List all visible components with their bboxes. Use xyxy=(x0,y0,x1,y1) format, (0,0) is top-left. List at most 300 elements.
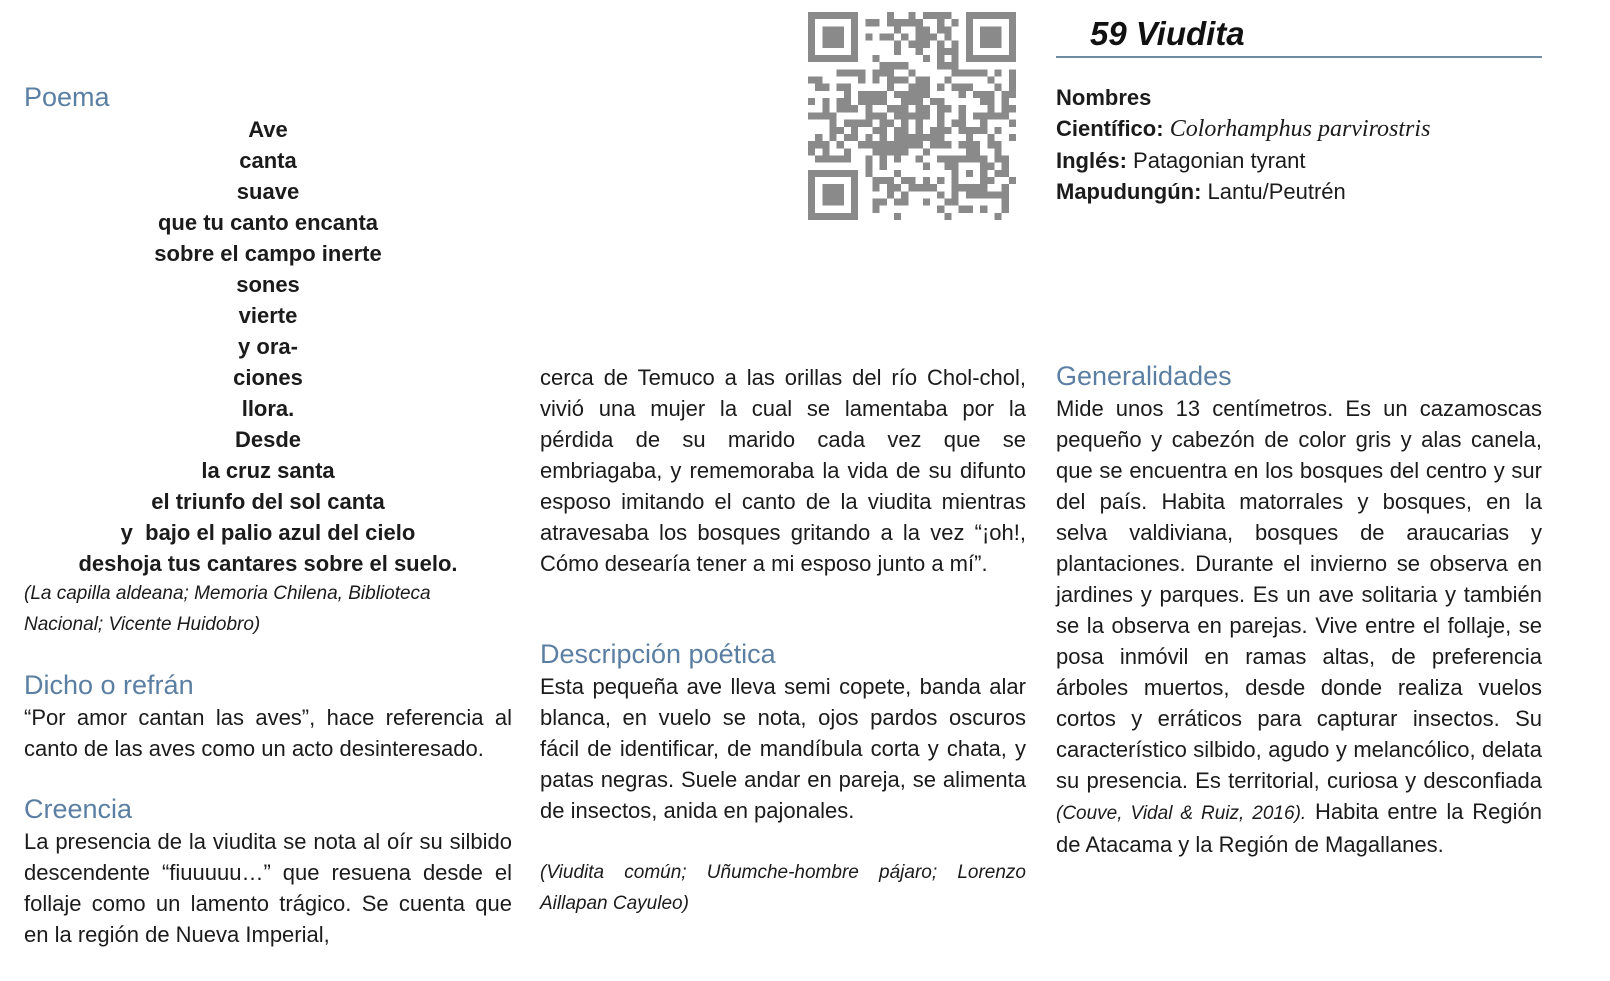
qr-module xyxy=(808,55,815,62)
qr-module xyxy=(822,34,829,41)
qr-module xyxy=(959,206,966,213)
qr-module xyxy=(916,105,923,112)
qr-module xyxy=(966,41,973,48)
qr-module xyxy=(808,206,815,213)
qr-module xyxy=(830,120,837,127)
poem-line: Ave xyxy=(248,117,288,142)
qr-module xyxy=(858,98,865,105)
qr-module xyxy=(923,77,930,84)
qr-module xyxy=(873,55,880,62)
qr-module xyxy=(923,84,930,91)
qr-module xyxy=(944,12,951,19)
qr-module xyxy=(865,34,872,41)
qr-module xyxy=(844,170,851,177)
qr-module xyxy=(830,155,837,162)
qr-module xyxy=(822,141,829,148)
qr-module xyxy=(951,120,958,127)
qr-module xyxy=(844,213,851,220)
qr-module xyxy=(894,41,901,48)
qr-module xyxy=(808,170,815,177)
qr-module xyxy=(916,48,923,55)
qr-module xyxy=(980,206,987,213)
qr-module xyxy=(808,34,815,41)
qr-module xyxy=(951,41,958,48)
qr-module xyxy=(966,55,973,62)
qr-module xyxy=(1002,163,1009,170)
qr-module xyxy=(916,84,923,91)
qr-module xyxy=(844,91,851,98)
qr-module xyxy=(880,155,887,162)
poem-line: deshoja tus cantares sobre el suelo. xyxy=(78,551,458,576)
qr-module xyxy=(901,62,908,69)
qr-module xyxy=(880,148,887,155)
qr-module xyxy=(930,98,937,105)
qr-module xyxy=(1002,170,1009,177)
qr-module xyxy=(822,41,829,48)
qr-module xyxy=(808,112,815,119)
qr-module xyxy=(865,155,872,162)
qr-module xyxy=(908,19,915,26)
qr-module xyxy=(951,84,958,91)
qr-module xyxy=(994,41,1001,48)
qr-module xyxy=(887,12,894,19)
qr-module xyxy=(830,112,837,119)
mapudungun-label: Mapudungún: xyxy=(1056,179,1202,204)
qr-module xyxy=(937,177,944,184)
qr-module xyxy=(908,184,915,191)
qr-module xyxy=(851,134,858,141)
qr-module xyxy=(844,98,851,105)
qr-module xyxy=(966,184,973,191)
qr-module xyxy=(994,34,1001,41)
generalidades-text-part1: Mide unos 13 centímetros. Es un cazamoscas pequeño y cabezón de color gris y alas canela, que se encuentra en los bosques del centro y sur del país. Habita matorrales y bosques, en la selva valdiviana, bosques de araucarias y plantaciones. Durante el invierno se observa en jardines y parques. Es un ave solitaria y también se la observa en parejas. Vive entre el follaje, se posa inmóvil en ramas altas, de preferencia árboles muertos, desde donde realiza vuelos cortos y erráticos para capturar insectos. Su característico silbido, agudo y melancólico, delata su presencia. Es territorial, curiosa y desconfiada xyxy=(1056,396,1542,793)
qr-module xyxy=(873,184,880,191)
qr-module xyxy=(808,213,815,220)
qr-module xyxy=(923,55,930,62)
qr-module xyxy=(944,77,951,84)
qr-module xyxy=(987,26,994,33)
qr-module xyxy=(980,69,987,76)
qr-module xyxy=(966,206,973,213)
qr-module xyxy=(851,26,858,33)
qr-module xyxy=(865,170,872,177)
qr-module xyxy=(851,69,858,76)
qr-module xyxy=(880,62,887,69)
qr-module xyxy=(1002,105,1009,112)
qr-module xyxy=(980,98,987,105)
qr-module xyxy=(865,120,872,127)
qr-module xyxy=(822,98,829,105)
qr-module xyxy=(987,98,994,105)
poem-line: que tu canto encanta xyxy=(157,210,379,235)
qr-module xyxy=(858,91,865,98)
qr-module xyxy=(987,12,994,19)
qr-module xyxy=(837,170,844,177)
qr-module xyxy=(944,62,951,69)
qr-module xyxy=(851,206,858,213)
qr-module xyxy=(837,127,844,134)
qr-module xyxy=(851,170,858,177)
qr-module xyxy=(923,134,930,141)
qr-module xyxy=(973,112,980,119)
qr-module xyxy=(830,134,837,141)
qr-module xyxy=(923,148,930,155)
qr-module xyxy=(951,69,958,76)
qr-module xyxy=(822,55,829,62)
qr-module xyxy=(959,127,966,134)
qr-module xyxy=(923,184,930,191)
qr-module xyxy=(851,105,858,112)
qr-module xyxy=(822,198,829,205)
qr-module xyxy=(1009,105,1016,112)
qr-module xyxy=(873,112,880,119)
qr-module xyxy=(830,191,837,198)
qr-module xyxy=(923,41,930,48)
qr-module xyxy=(944,105,951,112)
qr-module xyxy=(880,163,887,170)
qr-module xyxy=(937,48,944,55)
qr-module xyxy=(887,141,894,148)
qr-module xyxy=(815,12,822,19)
qr-module xyxy=(894,141,901,148)
qr-module xyxy=(815,84,822,91)
qr-module xyxy=(916,98,923,105)
qr-module xyxy=(837,213,844,220)
qr-module xyxy=(851,12,858,19)
qr-module xyxy=(966,127,973,134)
generalidades-text xyxy=(1056,393,1542,860)
qr-module xyxy=(894,134,901,141)
qr-module xyxy=(880,120,887,127)
qr-module xyxy=(894,213,901,220)
qr-module xyxy=(994,69,1001,76)
qr-module xyxy=(844,69,851,76)
qr-module xyxy=(865,105,872,112)
qr-module xyxy=(1009,120,1016,127)
qr-module xyxy=(815,155,822,162)
creencia-text: La presencia de la viudita se nota al oír su silbido descendente “fiuuuuu…” que resuena desde el follaje como un lamento trágico. Se cuenta que en la región de Nueva Imperial, xyxy=(24,829,512,947)
qr-module xyxy=(880,134,887,141)
qr-module xyxy=(987,141,994,148)
qr-module xyxy=(951,19,958,26)
qr-module xyxy=(987,91,994,98)
qr-module xyxy=(1002,91,1009,98)
qr-module xyxy=(815,55,822,62)
qr-module xyxy=(1009,41,1016,48)
qr-module xyxy=(959,184,966,191)
qr-module xyxy=(1009,177,1016,184)
generalidades-heading: Generalidades xyxy=(1056,361,1232,391)
qr-module xyxy=(901,120,908,127)
qr-module xyxy=(894,26,901,33)
qr-module xyxy=(1009,84,1016,91)
qr-module xyxy=(908,141,915,148)
qr-module xyxy=(851,177,858,184)
qr-module xyxy=(994,191,1001,198)
qr-module xyxy=(951,177,958,184)
qr-module xyxy=(980,177,987,184)
qr-module xyxy=(808,41,815,48)
qr-module xyxy=(973,91,980,98)
qr-module xyxy=(1002,55,1009,62)
qr-module xyxy=(901,134,908,141)
qr-module xyxy=(887,120,894,127)
qr-module xyxy=(959,84,966,91)
qr-module xyxy=(844,155,851,162)
qr-module xyxy=(822,213,829,220)
qr-module xyxy=(844,148,851,155)
creencia-heading: Creencia xyxy=(24,794,133,824)
poem-line: la cruz santa xyxy=(201,458,335,483)
poem-line: Desde xyxy=(234,427,302,452)
qr-module xyxy=(1009,55,1016,62)
qr-module xyxy=(901,141,908,148)
qr-module xyxy=(873,148,880,155)
qr-module xyxy=(923,12,930,19)
qr-module xyxy=(1009,34,1016,41)
poem-line: y ora- xyxy=(238,334,298,359)
qr-module xyxy=(873,19,880,26)
qr-module xyxy=(980,91,987,98)
qr-module xyxy=(916,41,923,48)
qr-module xyxy=(980,163,987,170)
qr-module xyxy=(966,48,973,55)
qr-module xyxy=(901,127,908,134)
qr-module xyxy=(966,170,973,177)
qr-module xyxy=(815,134,822,141)
qr-module xyxy=(880,141,887,148)
qr-module xyxy=(901,77,908,84)
qr-module xyxy=(951,163,958,170)
qr-module xyxy=(830,34,837,41)
qr-module xyxy=(916,77,923,84)
qr-module xyxy=(959,105,966,112)
qr-module xyxy=(837,155,844,162)
qr-module xyxy=(951,48,958,55)
poem-citation: (La capilla aldeana; Memoria Chilena, Biblioteca Nacional; Vicente Huidobro) xyxy=(24,583,431,635)
qr-module xyxy=(822,155,829,162)
qr-module xyxy=(916,120,923,127)
qr-module xyxy=(923,105,930,112)
qr-module xyxy=(815,112,822,119)
qr-module xyxy=(987,41,994,48)
qr-module xyxy=(937,55,944,62)
qr-module xyxy=(916,184,923,191)
poem-line: sones xyxy=(236,272,300,297)
qr-module xyxy=(808,48,815,55)
qr-module xyxy=(908,41,915,48)
qr-module xyxy=(851,198,858,205)
qr-module xyxy=(980,41,987,48)
qr-module xyxy=(944,34,951,41)
scientific-name-row xyxy=(1056,113,1542,145)
generalidades-text-part2: Habita entre la Región de Atacama y la Región de Magallanes. xyxy=(1056,799,1543,857)
qr-module xyxy=(894,19,901,26)
qr-module xyxy=(959,69,966,76)
qr-module xyxy=(822,12,829,19)
qr-module xyxy=(851,127,858,134)
qr-module xyxy=(808,198,815,205)
qr-module xyxy=(808,77,815,84)
qr-module xyxy=(822,84,829,91)
poem-line: llora. xyxy=(241,396,295,421)
poem-line: ciones xyxy=(233,365,303,390)
qr-module xyxy=(880,91,887,98)
qr-module xyxy=(980,120,987,127)
qr-module xyxy=(808,148,815,155)
qr-module xyxy=(980,184,987,191)
qr-module xyxy=(808,191,815,198)
qr-module xyxy=(830,198,837,205)
qr-module xyxy=(873,69,880,76)
qr-module xyxy=(1009,77,1016,84)
descripcion-heading: Descripción poética xyxy=(540,639,776,669)
descripcion-text: Esta pequeña ave lleva semi copete, banda alar blanca, en vuelo se nota, ojos pardos oscuros fácil de identificar, de mandíbula corta y chata, y patas negras. Suele andar en pareja, se alimenta de insectos, anida en pajonales. xyxy=(540,674,1026,823)
qr-module xyxy=(973,184,980,191)
qr-module xyxy=(994,26,1001,33)
qr-module xyxy=(1009,12,1016,19)
poem-line: sobre el campo inerte xyxy=(154,241,382,266)
qr-module xyxy=(837,84,844,91)
qr-module xyxy=(865,98,872,105)
qr-module xyxy=(937,19,944,26)
qr-module xyxy=(916,34,923,41)
qr-module xyxy=(873,141,880,148)
qr-module xyxy=(901,98,908,105)
generalidades-citation: (Couve, Vidal & Ruiz, 2016). xyxy=(1056,803,1307,824)
qr-module xyxy=(808,98,815,105)
qr-module xyxy=(901,19,908,26)
qr-module xyxy=(923,26,930,33)
qr-module xyxy=(880,34,887,41)
qr-module xyxy=(959,112,966,119)
qr-module xyxy=(944,155,951,162)
qr-module xyxy=(887,69,894,76)
qr-module xyxy=(808,184,815,191)
scientific-label: Científico: xyxy=(1056,116,1164,141)
qr-module xyxy=(908,112,915,119)
qr-module xyxy=(980,34,987,41)
qr-module xyxy=(830,184,837,191)
qr-module xyxy=(930,12,937,19)
qr-module xyxy=(966,12,973,19)
title-divider xyxy=(1056,56,1542,58)
qr-module xyxy=(1009,134,1016,141)
qr-module xyxy=(901,105,908,112)
qr-module xyxy=(980,155,987,162)
english-label: Inglés: xyxy=(1056,148,1127,173)
qr-module xyxy=(980,55,987,62)
qr-module xyxy=(908,91,915,98)
qr-module xyxy=(994,148,1001,155)
qr-module xyxy=(994,55,1001,62)
dicho-text: “Por amor cantan las aves”, hace referencia al canto de las aves como un acto desinteresado. xyxy=(24,705,512,761)
qr-module xyxy=(937,191,944,198)
qr-module xyxy=(887,84,894,91)
qr-module xyxy=(887,191,894,198)
qr-module xyxy=(987,177,994,184)
qr-module xyxy=(822,184,829,191)
qr-module xyxy=(887,62,894,69)
qr-module xyxy=(808,26,815,33)
qr-module xyxy=(822,191,829,198)
qr-module xyxy=(894,198,901,205)
qr-module xyxy=(901,91,908,98)
qr-module xyxy=(830,170,837,177)
descripcion-citation: (Viudita común; Uñumche-hombre pájaro; Lorenzo Aillapan Cayuleo) xyxy=(540,862,1026,914)
qr-module xyxy=(865,163,872,170)
qr-module xyxy=(851,48,858,55)
qr-module xyxy=(944,198,951,205)
qr-module xyxy=(966,141,973,148)
qr-module xyxy=(966,191,973,198)
qr-module xyxy=(916,26,923,33)
qr-module xyxy=(944,26,951,33)
qr-module xyxy=(815,170,822,177)
qr-module xyxy=(994,12,1001,19)
qr-module xyxy=(880,112,887,119)
qr-module xyxy=(916,112,923,119)
qr-module xyxy=(923,198,930,205)
qr-module xyxy=(894,62,901,69)
names-block xyxy=(1056,82,1542,207)
qr-module xyxy=(973,55,980,62)
qr-module xyxy=(837,69,844,76)
qr-module xyxy=(830,26,837,33)
qr-module xyxy=(901,148,908,155)
qr-module xyxy=(944,48,951,55)
qr-module xyxy=(880,198,887,205)
qr-module xyxy=(1002,184,1009,191)
qr-module xyxy=(837,12,844,19)
poem-lines xyxy=(24,114,512,579)
qr-module xyxy=(937,26,944,33)
qr-module xyxy=(916,91,923,98)
qr-module xyxy=(894,155,901,162)
scientific-value: Colorhamphus parvirostris xyxy=(1169,116,1431,142)
qr-module xyxy=(966,19,973,26)
qr-module xyxy=(822,170,829,177)
qr-module xyxy=(944,127,951,134)
mapudungun-value: Lantu/Peutrén xyxy=(1207,179,1346,204)
qr-module xyxy=(944,213,951,220)
qr-module xyxy=(808,177,815,184)
qr-module xyxy=(930,141,937,148)
qr-module xyxy=(973,12,980,19)
qr-module xyxy=(894,127,901,134)
qr-module xyxy=(844,55,851,62)
qr-module xyxy=(916,155,923,162)
qr-module xyxy=(908,177,915,184)
qr-module xyxy=(944,163,951,170)
qr-module xyxy=(815,213,822,220)
qr-module xyxy=(837,198,844,205)
qr-module xyxy=(951,184,958,191)
poem-line: canta xyxy=(239,148,297,173)
qr-module xyxy=(923,163,930,170)
dicho-heading: Dicho o refrán xyxy=(24,670,194,700)
qr-module xyxy=(894,184,901,191)
qr-module xyxy=(1009,19,1016,26)
qr-module xyxy=(973,148,980,155)
qr-code-icon[interactable] xyxy=(808,12,1016,220)
qr-module xyxy=(880,177,887,184)
qr-module xyxy=(837,141,844,148)
qr-module xyxy=(980,26,987,33)
qr-module xyxy=(887,177,894,184)
qr-module xyxy=(959,120,966,127)
qr-module xyxy=(987,191,994,198)
